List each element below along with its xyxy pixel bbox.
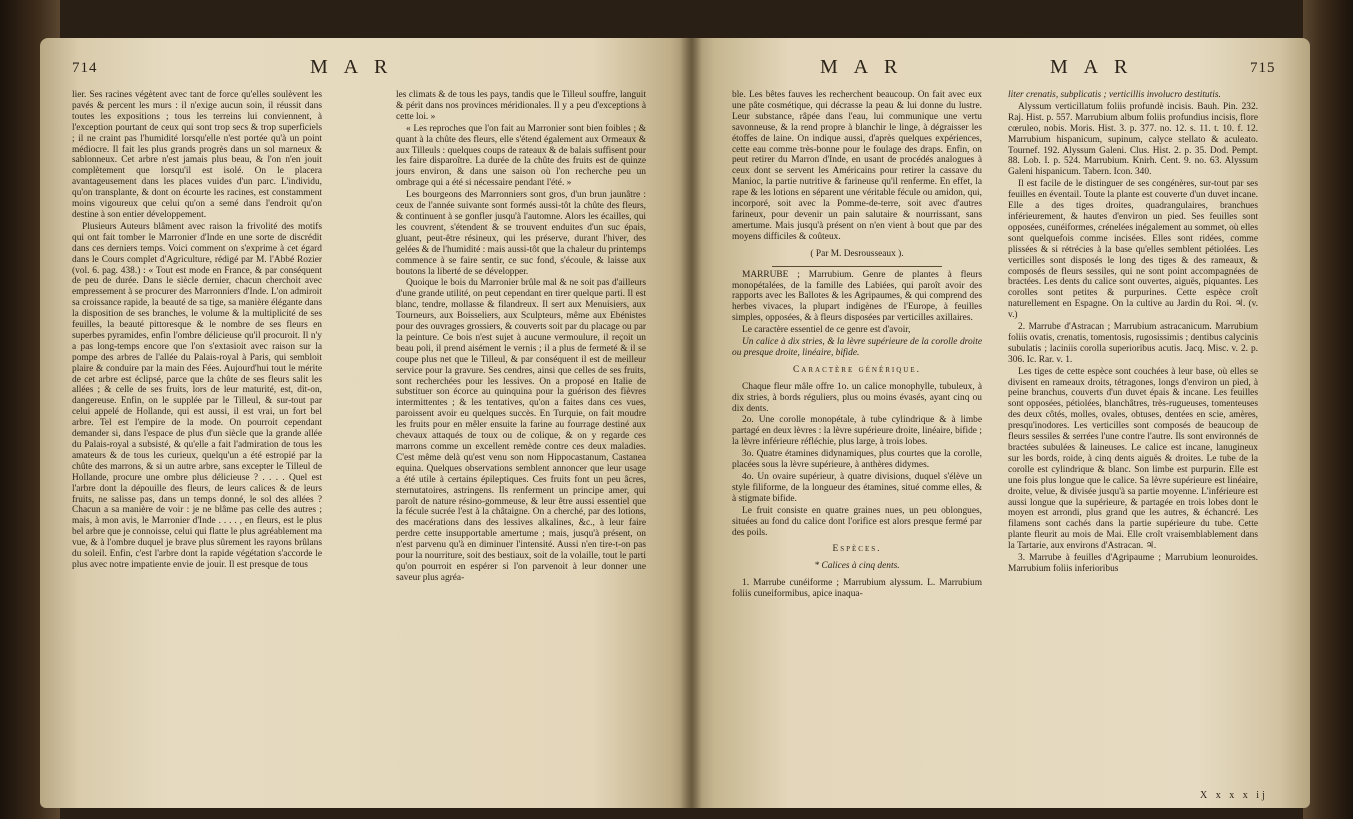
left-page [40, 38, 690, 808]
signature-mark: X x x x ij [1200, 790, 1268, 801]
paragraph: 3o. Quatre étamines didynamiques, plus courtes que la corolle, placées sous la lèvre supérieure, à anthères didymes. [732, 449, 982, 471]
paragraph: Plusieurs Auteurs blâment avec raison la frivolité des motifs qui ont fait tomber le Marronier d'Inde en une sorte de discrédit dans ces derniers temps. Voici comment on s'exprime à cet égard dans le Cours complet d'Agriculture, rédigé par M. l'Abbé Rozier (vol. 6. pag. 438.) : « Tout est mode en France, & par conséquent de peu de durée. Dans le siècle dernier, chacun cherchoit avec empressement à se procurer des Marronniers d'Inde. L'on admiroit sa croissance rapide, la beauté de sa tige, sa manière élégante dans la disposition de ses branches, le volume & la multiplicité de ses feuilles, la beauté pittoresque & le nombre de ses fleurs en superbes pyramides, enfin l'ombre délicieuse qu'il procuroit. Il n'y a pas long-temps encore que l'on s'extasioit avec raison sur la pompe des arbres de l'allée du Palais-royal à Paris, qui sembloit plaire & conduire par la main des Fées. Aujourd'hui tout le mérite de cet arbre est éclipsé, parce que la chûte de ses fleurs salit les allées ; & celle de ses fruits, lors de leur maturité, est, dit-on, dangereuse. Enfin, on le supplée par le Tilleul, & sur-tout par celui appelé de Hollande, qui est aussi, il est vrai, un fort bel arbre. Tel est l'empire de la mode. On pourroit cependant demander si, dans l'espace de plus d'un siècle que la grande allée du Palais-royal a subsisté, & qu'elle a fait l'admiration de tous les amateurs & de tous les curieux, quelqu'un a été estropié par la chûte des marrons, & si un autre arbre, sans excepter le Tilleul de Hollande, procure une ombre plus délicieuse ? . . . . Quel est l'arbre dont la dépouille des fleurs, de leurs calices & de leurs fruits, ne salisse pas, dans un temps donné, le sol des allées ? Chacun a sa manière de voir : je ne blâme pas celle des autres ; mais, à mon avis, le Marronier d'Inde . . . . , en fleurs, est le plus bel arbre que je connoisse, celui qui flatte le plus agréablement ma vue, & à l'ombre duquel je brave plus sûrement les rayons brûlans du soleil. Enfin, c'est l'arbre dont la rapide végétation s'accorde le plus avec notre impatiente envie de jouir. Il est presque de tous [72, 221, 322, 570]
paragraph: Les tiges de cette espèce sont couchées à leur base, où elles se divisent en rameaux droits, tétragones, longs d'environ un pied, à peine branchus, couverts d'un duvet épais & incane. Les feuilles sont opposées, pétiolées, blanchâtres, très-rugueuses, tomenteuses des deux côtés, molles, ovales, obtuses, dentées en scie, amères, presqu'inodores. Les verticilles sont composés de beaucoup de fleurs sessiles & serrées l'une contre l'autre. Ils sont environnés de bractées subulées & laineuses. Le calice est incane, lanugineux sur les bords, roide, à cinq dents aiguës & droites. Le tube de la corolle est cylindrique & blanc. Son limbe est purpurin. Elle est une fois plus longue que le calice. Sa lèvre supérieure est linéaire, droite, velue, & divisée jusqu'à sa partie moyenne. L'inférieure est aussi longue que la supérieure, & partagée en trois lobes dont le moyen est arrondi, plus grand que les autres, & échancré. Les filamens sont cachés dans la partie supérieure du tube. Cette plante fleurit au mois de Mai. Elle croît vraisemblablement dans la Tartarie, aux environs d'Astracan. ♃. [1008, 366, 1258, 552]
divider [772, 266, 942, 267]
right-column-2 [1008, 90, 1258, 576]
paragraph: 2. Marrube d'Astracan ; Marrubium astracanicum. Marrubium foliis ovatis, crenatis, tomentosis, rugosissimis ; dentibus calycinis subulatis ; laciniis corolla superioribus acutis. Jacq. Misc. v. 2. p. 306. Ic. Rar. v. 1. [1008, 322, 1258, 365]
paragraph: « Les reproches que l'on fait au Marronier sont bien foibles ; & quant à la chûte des fleurs, elle s'étend également aux Ormeaux & aux Tilleuls : quelques coups de rateaux & de balais suffisent pour les faire disparoître. La durée de la chûte des fruits est de quinze jours environ, & dans une saison où l'on recherche peu un ombrage qui a été si nécessaire pendant l'été. » [396, 123, 646, 189]
subheading: * Calices à cinq dents. [814, 561, 900, 572]
paragraph: 3. Marrube à feuilles d'Agripaume ; Marrubium leonuroides. Marrubium foliis inferioribus [1008, 553, 1258, 574]
right-page-header: M A R [820, 56, 904, 78]
paragraph: liter crenatis, subplicatis ; verticillis involucro destitutis. [1008, 90, 1221, 100]
left-column-1 [72, 90, 322, 572]
right-column-1 [732, 90, 982, 601]
right-page-header-2: M A R [1050, 56, 1134, 78]
book-gutter [680, 38, 702, 808]
right-page [690, 38, 1310, 808]
paragraph: 1. Marrube cunéiforme ; Marrubium alyssum. L. Marrubium foliis cuneiformibus, apice inaqua- [732, 578, 982, 600]
paragraph: MARRUBE ; Marrubium. Genre de plantes à fleurs monopétalées, de la famille des Labiées, qui paroît avoir des rapports avec les Ballotes & les Agripaumes, & qui comprend des herbes vivaces, la plupart indigènes de l'Europe, à feuilles simples, opposées, & à fleurs disposées par verticilles axillaires. [732, 269, 982, 324]
paragraph: ble. Les bêtes fauves les recherchent beaucoup. On fait avec eux une pâte cosmétique, qui décrasse la peau & lui donne du lustre. Leur substance, râpée dans l'eau, lui communique une vertu savonneuse, & la rend propre à blanchir le linge, à dégraisser les étoffes de laine. On indique aussi, d'après quelques expériences, cette eau comme très-bonne pour le foulage des draps. Enfin, on peut retirer du Marron d'Inde, en usant de procédés analogues à ceux dont se servent les Américains pour retirer la cassave du Manioc, la partie nutritive & farineuse qu'il renferme. En effet, la rape & les lotions en séparent une véritable fécule ou amidon, qui, incorporé, soit avec la Pomme-de-terre, soit avec d'autres farineux, pour devenir un pain salutaire & nourrissant, sans amertume. Mais jusqu'à présent on n'en vient à bout que par des moyens difficiles & coûteux. [732, 90, 982, 242]
paragraph: 2o. Une corolle monopétale, à tube cylindrique & à limbe partagé en deux lèvres : la lèvre supérieure droite, linéaire, bifide ; la lèvre inférieure réfléchie, plus large, à trois lobes. [732, 415, 982, 448]
section-heading: Espèces. [832, 544, 882, 555]
paragraph: Quoique le bois du Marronier brûle mal & ne soit pas d'ailleurs d'une grande utilité, on peut cependant en tirer quelque parti. Il est blanc, tendre, mollasse & filandreux. Il sert aux Menuisiers, aux Tourneurs, aux Boisseliers, aux Sculpteurs, même aux Ebénistes pour des ouvrages grossiers, & couverts soit par du placage ou par la peinture. Ce bois n'est sujet à aucune vermoulure, il reçoit un beau poli, il prend aisément le vernis ; il a plus de fermeté & il se coupe plus net que le Tilleul, & par conséquent il est de meilleur service pour la gravure. Ses cendres, ainsi que celles de ses fruits, sont recherchées pour les lessives. On a proposé en Italie de substituer son écorce au quinquina pour la guérison des fièvres intermittentes ; & les tentatives, qu'on a faites dans ces vues, paroissent avoir eu quelques succès. En Turquie, on fait moudre les fruits pour en mêler ensuite la farine au fourrage destiné aux chevaux attaqués de toux ou de colique, & on y regarde ces marrons comme un excellent remède contre ces deux maladies. C'est même delà qu'est venu son nom Hippocastanum, Castanea equina. Quelques observations semblent annoncer que leur usage a été utile à certains épileptiques. Ces fruits font un peu âcres, sternutatoires, astringens. Ils renferment un principe amer, qui paroît de nature résino-gommeuse, & leur être aussi essentiel que la fécule sucrée l'est à la châtaigne. On a cherché, par des lotions, des macérations dans des lessives alkalines, &c., à leur faire perdre cette insupportable amertume ; mais, jusqu'à présent, on n'est parvenu qu'à en diminuer l'intensité. Aussi n'en tire-t-on pas pour la nourriture, soit des bestiaux, soit de la volaille, tout le parti qu'on pourroit en espérer si l'on parvenoit à leur donner une saveur plus agréa- [396, 278, 646, 583]
book-cover-right [1303, 0, 1353, 819]
right-page-number: 715 [1250, 60, 1276, 76]
paragraph: Le fruit consiste en quatre graines nues, un peu oblongues, situées au fond du calice dont l'orifice est alors presque fermé par des poils. [732, 505, 982, 538]
left-column-2 [396, 90, 646, 585]
author-credit: ( Par M. Desrousseaux ). [810, 248, 904, 259]
paragraph: 4o. Un ovaire supérieur, à quatre divisions, duquel s'élève un style filiforme, de la longueur des étamines, situé comme elles, & à stigmate bifide. [732, 472, 982, 504]
left-page-number: 714 [72, 60, 98, 76]
paragraph: lier. Ses racines végètent avec tant de force qu'elles soulèvent les pavés & percent les murs : il n'exige aucun soin, il réussit dans toutes les expositions ; tous les terreins lui conviennent, à l'exception pourtant de ceux qui sont trop secs & trop superficiels ; il ne craint pas l'humidité lorsqu'elle n'est portée qu'à un point médiocre. Il fait les plus grands progrès dans un sol marneux & sablonneux. Cet arbre n'est jamais plus beau, & l'on n'en jouit complètement que lorsqu'il est isolé. On le placera avantageusement dans les places vuides d'un parc. L'individu, qu'on transplante, & dont on écourte les racines, est constamment moins vigoureux que celui qu'on a semé dans l'endroit qu'on destine à son entier développement. [72, 90, 322, 220]
paragraph: Alyssum verticillatum foliis profundè incisis. Bauh. Pin. 232. Raj. Hist. p. 557. Marrubium album foliis profundius incisis, flore cœruleo, nobis. Moris. Hist. 3. p. 377. no. 12. s. 11. t. 10. f. 12. Marrubium hispanicum, supinum, calyce stellato & aculeato. Tournef. 192. Alyssum Galeni. Clus. Hist. 2. p. 35. Dod. Pempt. 88. Lob. I. p. 524. Marrubium. Knirh. Cent. 9. no. 63. Alyssum Galeni hispanicum. Tabern. Icon. 340. [1008, 101, 1258, 178]
paragraph: Un calice à dix stries, & la lèvre supérieure de la corolle droite ou presque droite, linéaire, bifide. [732, 337, 982, 358]
section-heading: Caractère générique. [793, 364, 921, 375]
paragraph: Il est facile de le distinguer de ses congénères, sur-tout par ses feuilles en éventail. Toute la plante est couverte d'un duvet incane. Elle a des tiges droites, quadrangulaires, branchues inférieurement, & hautes d'environ un pied. Ses feuilles sont opposées, cunéiformes, crénelées inégalement au sommet, où elles sont quelquefois comme incisées. Elles sont ridées, comme plissées & si rétrécies à la base qu'elles semblent pétiolées. Les verticilles sont disposés le long des tiges & des rameaux, & composés de fleurs sessiles, qui ne sont point accompagnées de bractées. Les dents du calice sont ouvertes, aiguës, piquantes. Les corolles sont petites & purpurines. Cette espèce croît naturellement en Espagne. On la cultive au Jardin du Roi. ♃. (v. v.) [1008, 179, 1258, 321]
left-page-header: M A R [310, 56, 394, 78]
paragraph: Les bourgeons des Marronniers sont gros, d'un brun jaunâtre : ceux de l'année suivante sont formés aussi-tôt la chûte des fleurs, & continuent à se gonfler jusqu'à l'automne. Alors les écailles, qui les couvrent, s'étendent & se trouvent enduites d'un suc épais, gluant, peut-être résineux, qui les préserve, durant l'hiver, des gelées & de l'humidité : mais aussi-tôt que la chaleur du printemps commence à se faire sentir, ce suc fond, s'écoule, & laisse aux boutons la liberté de se développer. [396, 190, 646, 277]
paragraph: les climats & de tous les pays, tandis que le Tilleul souffre, languit & périt dans nos provinces méridionales. Il y a peu d'exceptions à cette loi. » [396, 90, 646, 122]
paragraph: Le caractère essentiel de ce genre est d'avoir, [742, 325, 911, 336]
paragraph: Chaque fleur mâle offre 1o. un calice monophylle, tubuleux, à dix stries, à bords réguliers, plus ou moins évasés, ayant cinq ou dix dents. [732, 381, 982, 414]
